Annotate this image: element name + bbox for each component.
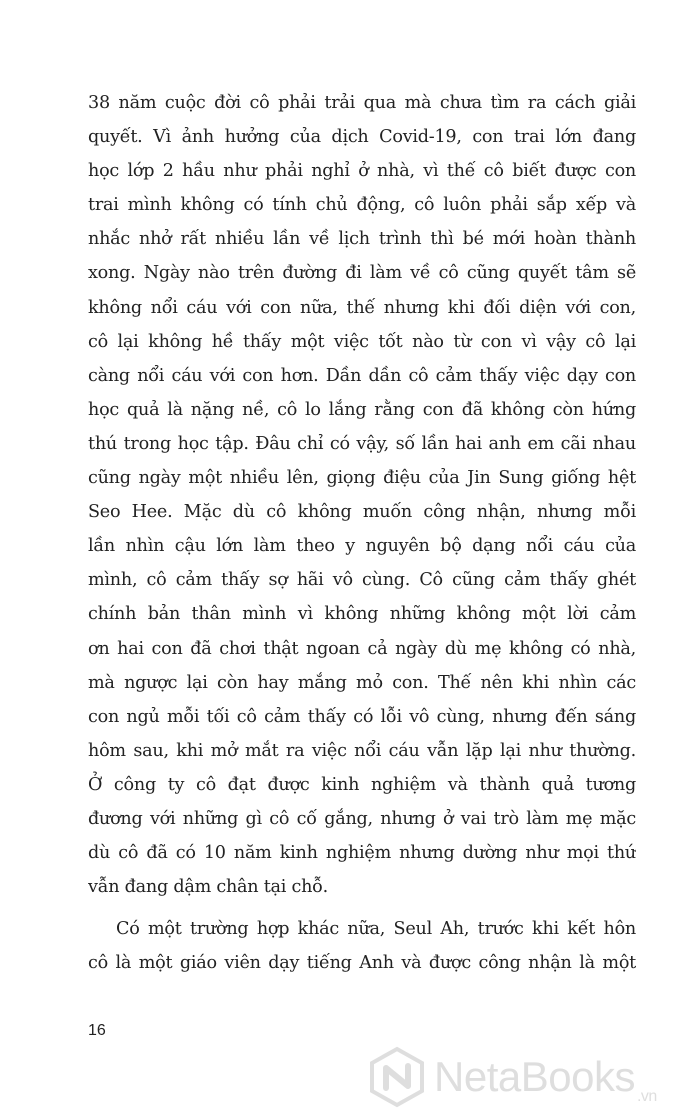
- text-line: dù cô đã có 10 năm kinh nghiệm nhưng dường như mọi thứ: [88, 843, 636, 864]
- body-paragraph-1: [88, 86, 636, 904]
- text-line: học quả là nặng nề, cô lo lắng rằng con đã không còn hứng: [88, 399, 636, 420]
- text-line: Seo Hee. Mặc dù cô không muốn công nhận, nhưng mỗi: [88, 502, 636, 523]
- text-line: ơn hai con đã chơi thật ngoan cả ngày dù mẹ không có nhà,: [88, 638, 636, 659]
- text-line: mình, cô cảm thấy sợ hãi vô cùng. Cô cũng cảm thấy ghét: [88, 570, 636, 591]
- text-line: mà ngược lại còn hay mắng mỏ con. Thế nên khi nhìn các: [88, 672, 636, 693]
- watermark-suffix: .vn: [636, 1088, 657, 1105]
- page-number: 16: [88, 1022, 106, 1039]
- text-line: con ngủ mỗi tối cô cảm thấy có lỗi vô cùng, nhưng đến sáng: [88, 706, 636, 727]
- netabooks-logo-icon: [366, 1046, 428, 1108]
- text-line: Có một trường hợp khác nữa, Seul Ah, trước khi kết hôn: [116, 919, 636, 939]
- text-line: cô lại không hề thấy một việc tốt nào từ con vì vậy cô lại: [88, 331, 636, 352]
- watermark-brand: NetaBooks $_{.vn}$: [434, 1053, 657, 1105]
- text-line: quyết. Vì ảnh hưởng của dịch Covid-19, con trai lớn đang: [88, 127, 636, 148]
- text-line: vẫn đang dậm chân tại chỗ.: [88, 877, 329, 898]
- body-paragraph-2: [88, 912, 636, 980]
- text-line: càng nổi cáu với con hơn. Dần dần cô cảm thấy việc dạy con: [88, 365, 636, 386]
- text-line: chính bản thân mình vì không những không một lời cảm: [88, 604, 636, 625]
- text-line: 38 năm cuộc đời cô phải trải qua mà chưa tìm ra cách giải: [88, 93, 636, 113]
- watermark: [366, 1044, 696, 1110]
- text-line: cũng ngày một nhiều lên, giọng điệu của Jin Sung giống hệt: [88, 468, 636, 489]
- text-line: xong. Ngày nào trên đường đi làm về cô cũng quyết tâm sẽ: [88, 263, 636, 284]
- text-line: lần nhìn cậu lớn làm theo y nguyên bộ dạng nổi cáu của: [88, 536, 636, 557]
- text-line: trai mình không có tính chủ động, cô luôn phải sắp xếp và: [88, 195, 636, 216]
- text-line: đương với những gì cô cố gắng, nhưng ở vai trò làm mẹ mặc: [88, 808, 636, 829]
- text-line: cô là một giáo viên dạy tiếng Anh và được công nhận là một: [88, 953, 636, 974]
- text-line: Ở công ty cô đạt được kinh nghiệm và thành quả tương: [88, 774, 636, 795]
- text-line: hôm sau, khi mở mắt ra việc nổi cáu vẫn lặp lại như thường.: [88, 740, 636, 761]
- text-line: không nổi cáu với con nữa, thế nhưng khi đối diện với con,: [88, 297, 636, 318]
- text-line: học lớp 2 hầu như phải nghỉ ở nhà, vì thế cô biết được con: [88, 161, 636, 182]
- text-line: thú trong học tập. Đâu chỉ có vậy, số lần hai anh em cãi nhau: [88, 433, 636, 454]
- text-line: nhắc nhở rất nhiều lần về lịch trình thì bé mới hoàn thành: [88, 229, 636, 250]
